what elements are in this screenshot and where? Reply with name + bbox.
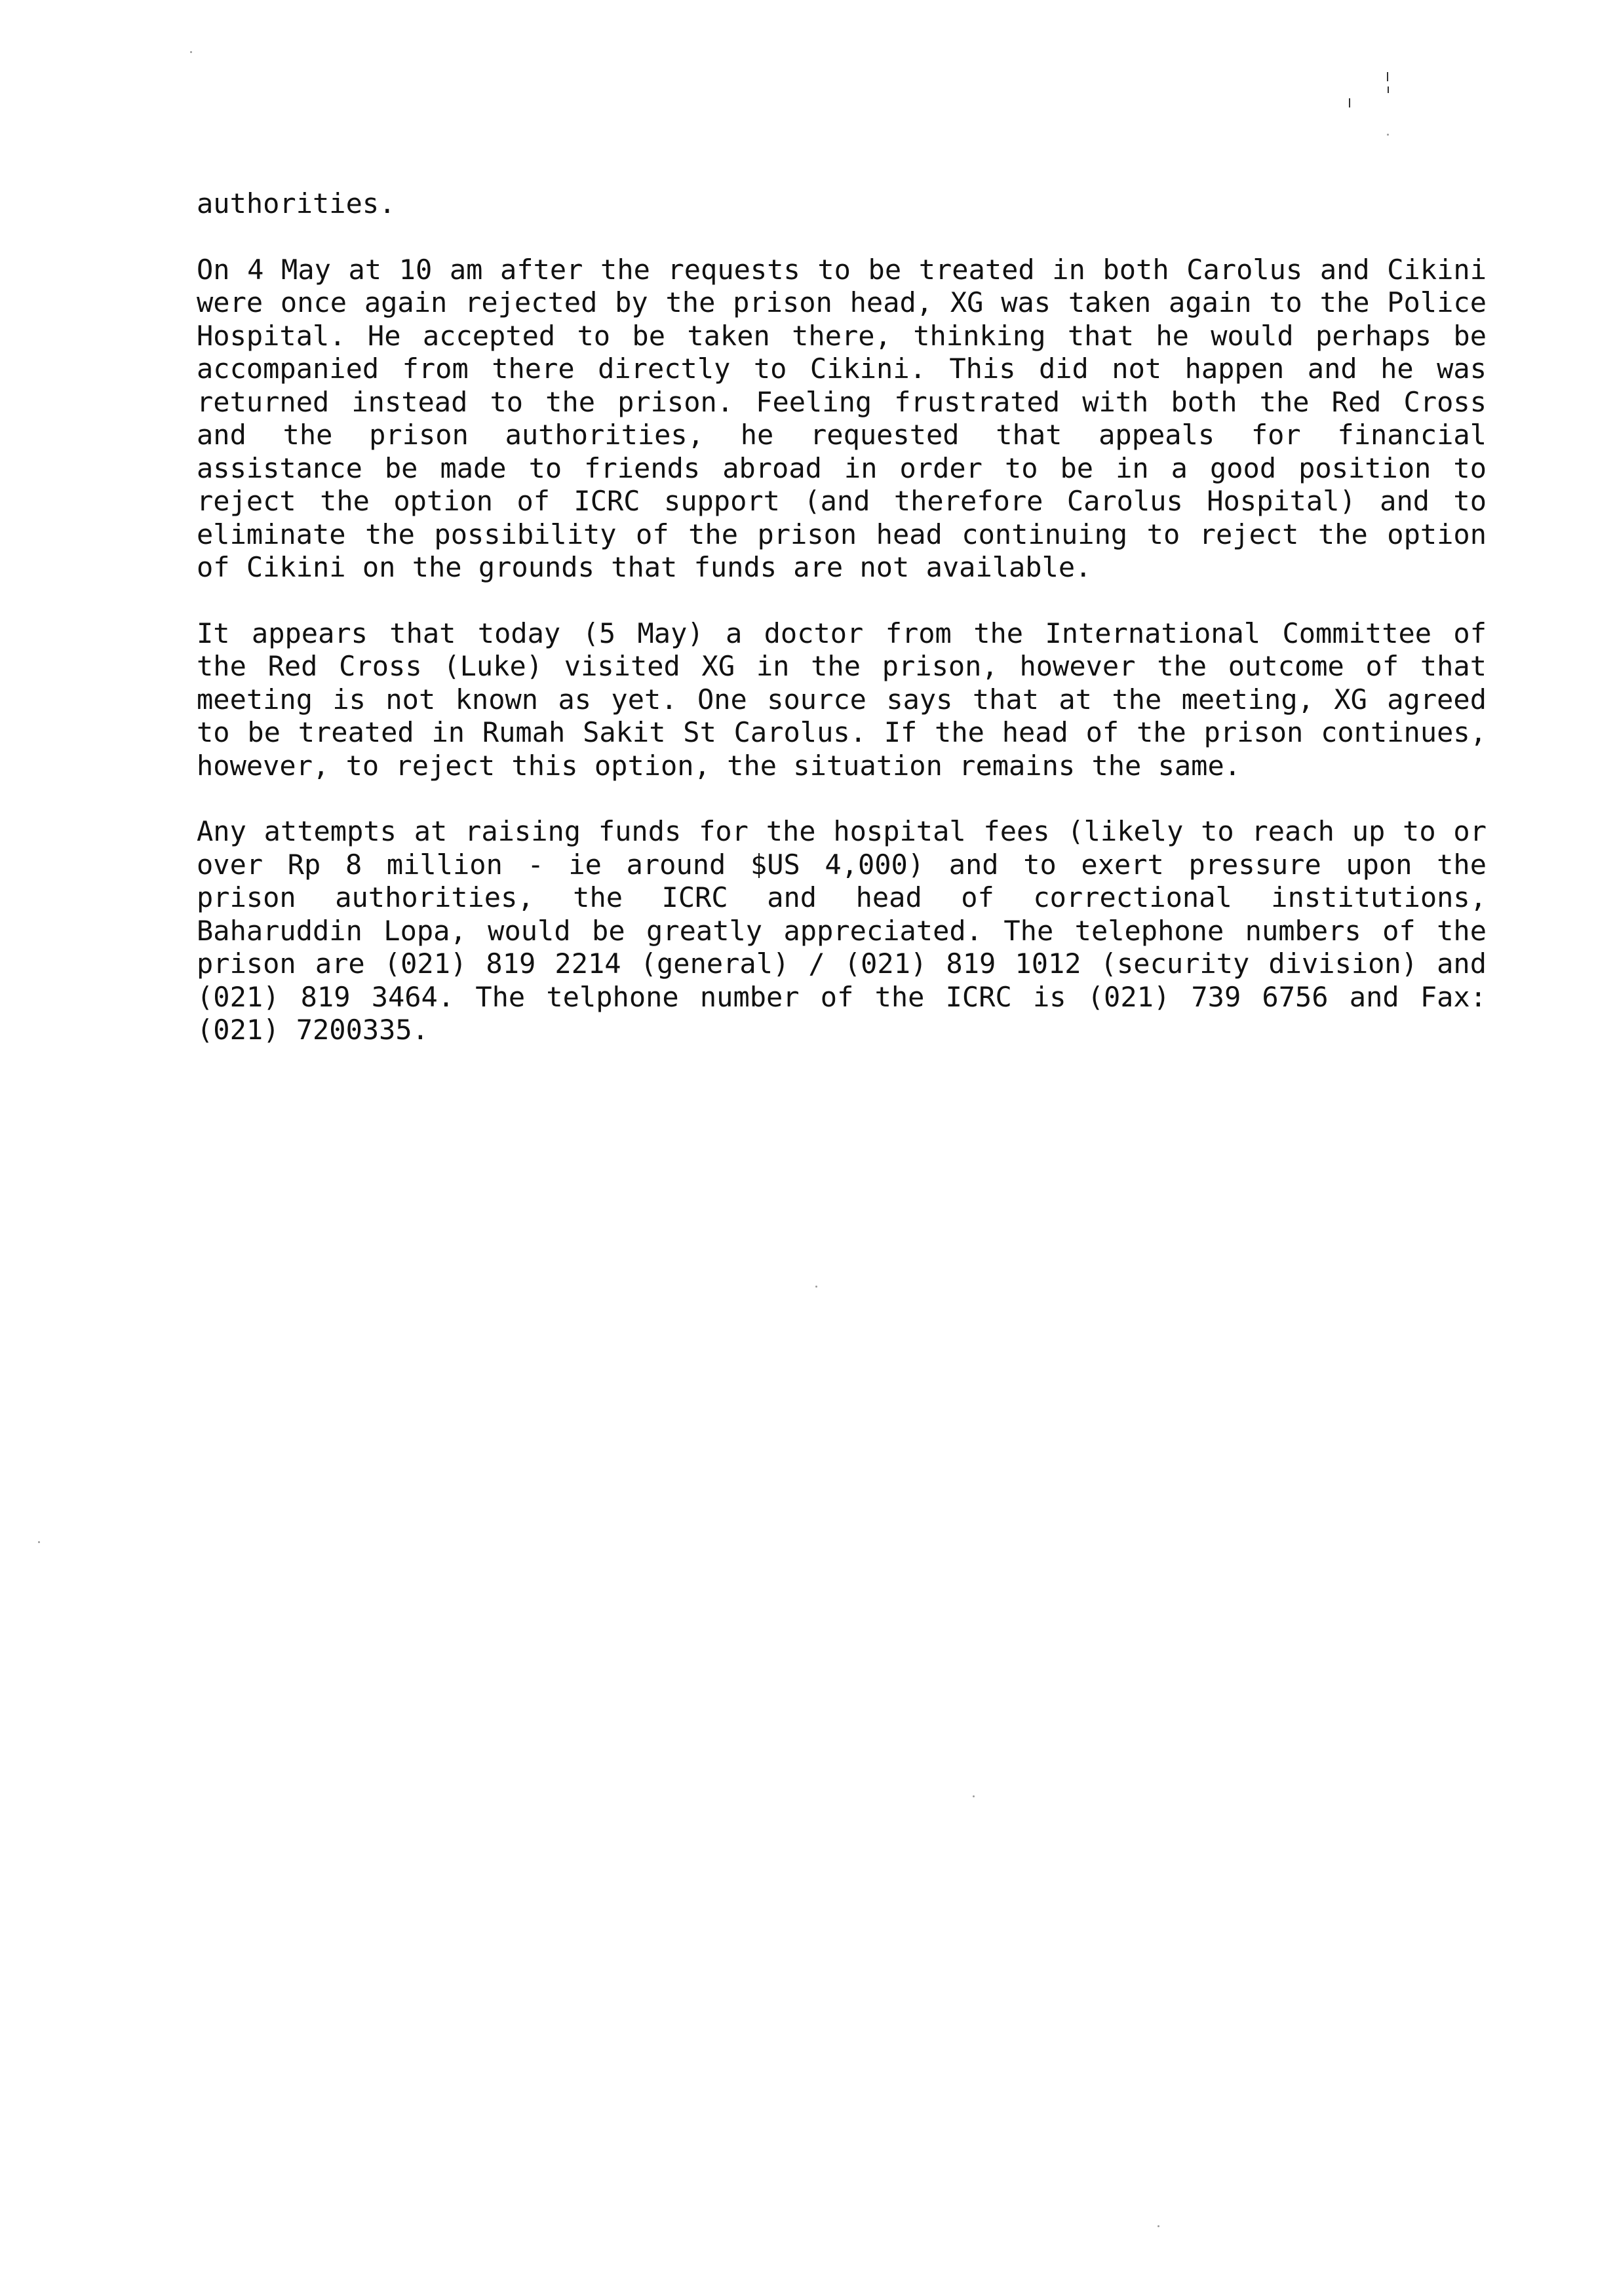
paragraph-appeal-contacts: Any attempts at raising funds for the hospital fees (likely to reach up to or over Rp 8 million - ie around $US 4,000) and to exert pressure upon the prison authorities, the ICRC and head of correctional institutions, Baharuddin Lopa, would be greatly appreciated. The telephone numbers of the prison are (021) 819 2214 (general) / (021) 819 1012 (security division) and (021) 819 3464. The telphone number of the ICRC is (021) 739 6756 and Fax: (021) 7200335. [197,815,1487,1046]
continued-text-fragment: authorities. [197,187,396,220]
scan-speck [1158,2225,1159,2227]
scan-speck [38,1541,40,1543]
paragraph-icrc-visit: It appears that today (5 May) a doctor from the International Committee of the Red Cross (Luke) visited XG in the prison, however the outcome of that meeting is not known as yet. One source says that at the meeting, XG agreed to be treated in Rumah Sakit St Carolus. If the head of the prison continues, however, to reject this option, the situation remains the same. [197,617,1487,782]
scan-mark [1349,98,1350,107]
scan-speck [815,1286,817,1288]
scan-speck [1387,134,1389,136]
paragraph-prison-transfer: On 4 May at 10 am after the requests to be treated in both Carolus and Cikini were once again rejected by the prison head, XG was taken again to the Police Hospital. He accepted to be taken there, thinking that he would perhaps be accompanied from there directly to Cikini. This did not happen and he was returned instead to the prison. Feeling frustrated with both the Red Cross and the prison authorities, he requested that appeals for financial assistance be made to friends abroad in order to be in a good position to reject the option of ICRC support (and therefore Carolus Hospital) and to eliminate the possibility of the prison head continuing to reject the option of Cikini on the grounds that funds are not available. [197,253,1487,583]
scan-mark [1388,86,1389,93]
scan-speck [190,51,192,53]
document-body [197,187,1487,1080]
scan-speck [973,1795,975,1797]
scan-mark [1387,72,1388,81]
